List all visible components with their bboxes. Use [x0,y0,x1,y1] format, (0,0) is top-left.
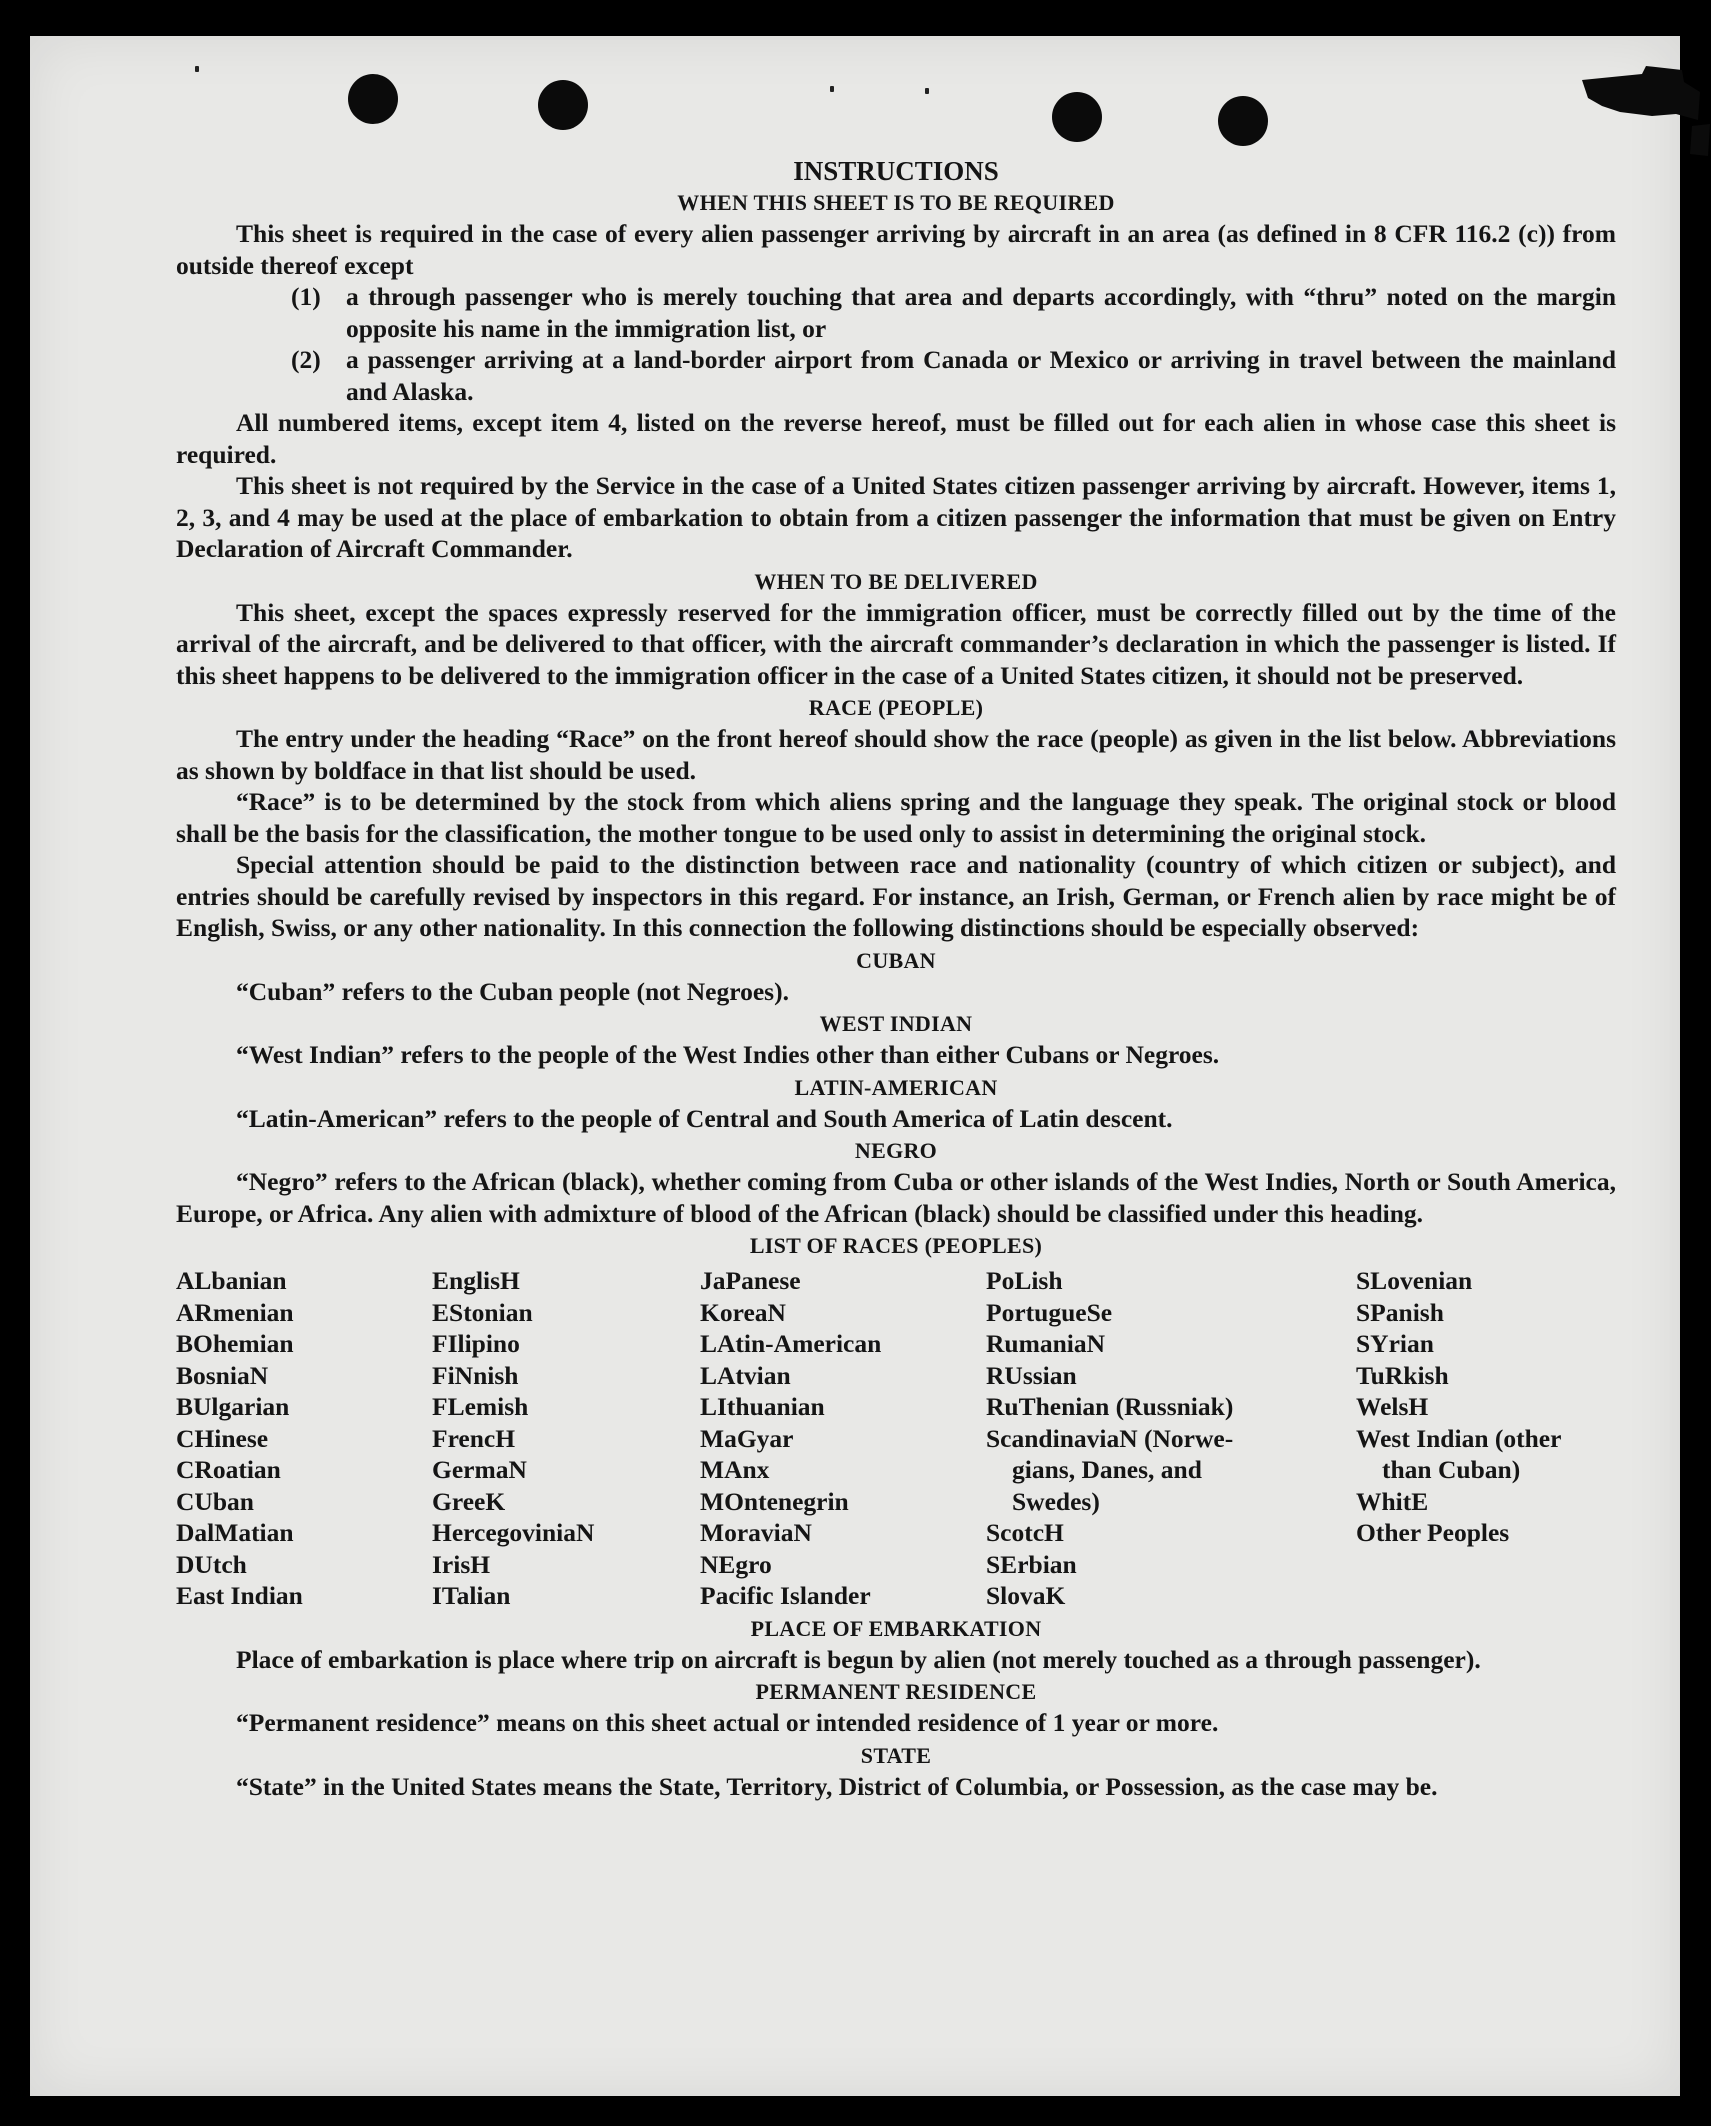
race-entry: JaPanese [700,1266,801,1295]
races-column-1 [176,1265,432,1612]
race-entry-continued: gians, Danes, and [1012,1455,1202,1484]
race-entry: ALbanian [176,1266,287,1295]
section-heading-residence: PERMANENT RESIDENCE [755,1679,1037,1704]
race-entry: West Indian (other [1356,1423,1562,1453]
item-text: a through passenger who is merely touching that area and departs accordingly, with “thru” noted on the margin opposite his name in the immigration list, or [346,282,1616,343]
race-entry: DalMatian [176,1518,294,1547]
residence-text: “Permanent residence” means on this sheet actual or intended residence of 1 year or more. [236,1708,1219,1737]
punch-hole [538,80,588,130]
race-entry: BosniaN [176,1360,269,1390]
section-heading-required: WHEN THIS SHEET IS TO BE REQUIRED [677,190,1115,215]
races-column-5 [1356,1265,1616,1612]
race-entry: BUlgarian [176,1392,290,1421]
section-heading-cuban: CUBAN [856,947,936,973]
delivered-text: This sheet, except the spaces expressly reserved for the immigration officer, must be correctly filled out by the time of the arrival of the aircraft, and be delivered to that officer, with the aircraft commander’s declaration in which the passenger is listed. If this sheet happens to be delivered to the immigration officer in the case of a United States citizen, it should not be preserved. [176,597,1616,690]
item-text: a passenger arriving at a land-border airport from Canada or Mexico or arriving in travel between the mainland and Alaska. [346,345,1616,406]
instructions-text [176,154,1616,1802]
section-heading-races-list: LIST OF RACES (PEOPLES) [749,1233,1043,1258]
race-entry: BOhemian [176,1329,294,1358]
race-para-3: Special attention should be paid to the distinction between race and nationality (country of which citizen or subject), and entries should be carefully revised by inspectors in this regard. For instance, an Irish, German, or French alien by race might be of English, Swiss, or any other nationality. In this connection the following distinctions should be especially observed: [176,850,1616,942]
required-para-2: All numbered items, except item 4, listed on the reverse hereof, must be filled out for each alien in whose case this sheet is required. [176,408,1616,469]
race-entry-continued: Swedes) [1012,1486,1100,1516]
race-entry: MaGyar [700,1423,794,1453]
speck-mark [195,66,199,72]
race-entry: MoraviaN [700,1518,812,1547]
race-entry: EnglisH [432,1266,520,1295]
section-heading-state: STATE [860,1742,932,1768]
section-heading-negro: NEGRO [854,1138,938,1163]
west-indian-text: “West Indian” refers to the people of the West Indies other than either Cubans or Negroes. [236,1040,1220,1069]
section-heading-delivered: WHEN TO BE DELIVERED [754,568,1038,594]
race-entry: LAtin-American [700,1329,882,1358]
punch-hole [1218,96,1268,146]
race-entry: NEgro [700,1549,772,1579]
race-entry: FIlipino [432,1329,520,1358]
race-entry: PoLish [986,1266,1063,1295]
race-entry: RuThenian (Russniak) [986,1392,1234,1421]
race-entry: ScotcH [986,1518,1064,1547]
race-entry: East Indian [176,1581,303,1610]
speck-mark [925,88,929,94]
embarkation-text: Place of embarkation is place where trip on aircraft is begun by alien (not merely touched as a through passenger). [236,1644,1481,1674]
race-entry: ARmenian [176,1297,294,1327]
races-column-3 [700,1265,986,1612]
item-number: (2) [291,345,321,374]
race-entry: FLemish [432,1392,529,1421]
race-entry-continued: than Cuban) [1382,1455,1521,1484]
state-text: “State” in the United States means the State, Territory, District of Columbia, or Possession, as the case may be. [236,1771,1438,1801]
race-entry: Other Peoples [1356,1518,1510,1547]
page-title: INSTRUCTIONS [793,156,999,186]
races-column-4 [986,1265,1356,1612]
torn-corner-blot [1582,66,1711,156]
race-entry: TuRkish [1356,1360,1449,1390]
section-heading-embarkation: PLACE OF EMBARKATION [750,1615,1042,1641]
exception-item-2 [176,344,1616,407]
race-entry: FiNnish [432,1360,519,1390]
item-number: (1) [291,282,321,311]
latin-american-text: “Latin-American” refers to the people of Central and South America of Latin descent. [236,1103,1173,1133]
race-entry: MOntenegrin [700,1486,849,1516]
required-intro: This sheet is required in the case of every alien passenger arriving by aircraft in an area (as defined in 8 CFR 116.2 (c)) from outside thereof except [176,219,1616,280]
race-entry: LIthuanian [700,1392,825,1421]
race-entry: SPanish [1356,1297,1444,1327]
negro-text: “Negro” refers to the African (black), whether coming from Cuba or other islands of the West Indies, North or South America, Europe, or Africa. Any alien with admixture of blood of the African (black) should be classified under this heading. [176,1167,1616,1228]
race-entry: CRoatian [176,1455,281,1484]
race-entry: SlovaK [986,1581,1066,1610]
document-page [30,36,1680,2096]
cuban-text: “Cuban” refers to the Cuban people (not Negroes). [236,976,789,1006]
race-entry: CHinese [176,1423,269,1453]
race-entry: GermaN [432,1455,527,1484]
exception-item-1 [176,281,1616,344]
required-para-3: This sheet is not required by the Service in the case of a United States citizen passenger arriving by aircraft. However, items 1, 2, 3, and 4 may be used at the place of embarkation to obtain from a citizen passenger the information that must be given on Entry Declaration of Aircraft Commander. [176,471,1616,563]
race-para-2: “Race” is to be determined by the stock from which aliens spring and the language they speak. The original stock or blood shall be the basis for the classification, the mother tongue to be used only to assist in determining the original stock. [176,787,1616,848]
race-entry: FrencH [432,1423,516,1453]
punch-hole [348,74,398,124]
race-entry: HercegoviniaN [432,1518,595,1547]
speck-mark [830,86,834,92]
race-entry: WhitE [1356,1486,1429,1516]
section-heading-west-indian: WEST INDIAN [819,1011,973,1036]
race-entry: SErbian [986,1549,1077,1579]
races-column-2 [432,1265,700,1612]
race-entry: PortugueSe [986,1297,1113,1327]
section-heading-latin-american: LATIN-AMERICAN [794,1074,998,1100]
race-entry: IrisH [432,1549,491,1579]
races-list [176,1265,1616,1612]
race-entry: CUban [176,1486,254,1516]
race-entry: RUssian [986,1360,1077,1390]
race-entry: MAnx [700,1455,770,1484]
race-entry: DUtch [176,1549,247,1579]
race-entry: KoreaN [700,1297,786,1327]
punch-hole [1052,92,1102,142]
race-entry: GreeK [432,1486,506,1516]
race-entry: ITalian [432,1581,511,1610]
race-entry: RumaniaN [986,1329,1106,1358]
section-heading-race: RACE (PEOPLE) [808,695,984,720]
race-para-1: The entry under the heading “Race” on the front hereof should show the race (people) as given in the list below. Abbreviations as shown by boldface in that list should be used. [176,724,1616,785]
race-entry: Pacific Islander [700,1581,871,1610]
race-entry: ScandinaviaN (Norwe- [986,1423,1234,1453]
race-entry: WelsH [1356,1392,1429,1421]
race-entry: EStonian [432,1297,533,1327]
race-entry: SLovenian [1356,1266,1473,1295]
race-entry: LAtvian [700,1360,791,1390]
race-entry: SYrian [1356,1329,1434,1358]
